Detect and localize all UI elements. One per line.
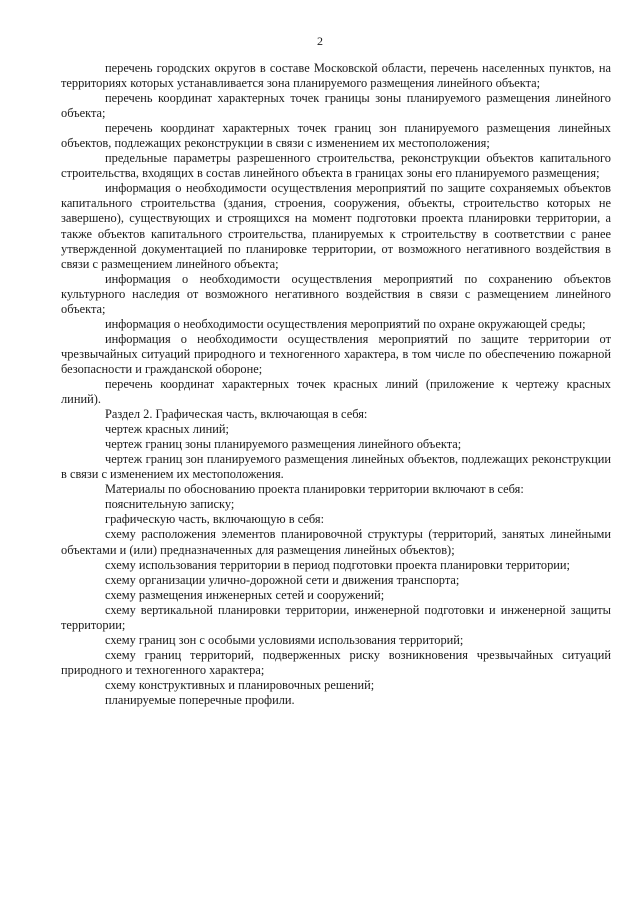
paragraph: предельные параметры разрешенного строительства, реконструкции объектов капитального строительства, входящих в состав линейного объекта в границах зоны его планируемого размещения; — [61, 151, 611, 181]
paragraph: схему границ территорий, подверженных риску возникновения чрезвычайных ситуаций природного и техногенного характера; — [61, 647, 611, 677]
paragraph: информация о необходимости осуществления мероприятий по охране окружающей среды; — [105, 316, 586, 331]
paragraph: схему размещения инженерных сетей и сооружений; — [105, 587, 385, 602]
paragraph: чертеж границ зоны планируемого размещения линейного объекта; — [105, 437, 462, 452]
paragraph: планируемые поперечные профили. — [105, 692, 295, 707]
paragraph: схему использования территории в период подготовки проекта планировки территории; — [105, 557, 570, 572]
paragraph: схему расположения элементов планировочной структуры (территорий, занятых линейными объектами и (или) предназначенных для размещения линейных объектов); — [61, 527, 611, 557]
paragraph: схему вертикальной планировки территории, инженерной подготовки и инженерной защиты территории; — [61, 602, 611, 632]
paragraph: схему организации улично-дорожной сети и движения транспорта; — [105, 572, 460, 587]
paragraph: Раздел 2. Графическая часть, включающая в себя: — [105, 407, 368, 422]
paragraph: чертеж красных линий; — [105, 422, 229, 437]
paragraph: информация о необходимости осуществления мероприятий по сохранению объектов культурного наследия от возможного негативного воздействия в связи с размещением линейного объекта; — [61, 271, 611, 316]
page-number: 2 — [317, 34, 323, 48]
paragraph: пояснительную записку; — [105, 497, 235, 512]
paragraph: информация о необходимости осуществления мероприятий по защите территории от чрезвычайных ситуаций природного и техногенного характера, в том числе по обеспечению пожарной безопасности и гражданской обороне; — [61, 331, 611, 376]
document-body — [61, 61, 611, 708]
paragraph: Материалы по обоснованию проекта планировки территории включают в себя: — [105, 482, 524, 497]
paragraph: графическую часть, включающую в себя: — [105, 512, 325, 527]
paragraph: схему конструктивных и планировочных решений; — [105, 677, 375, 692]
paragraph: перечень координат характерных точек границ зон планируемого размещения линейных объектов, подлежащих реконструкции в связи с изменением их местоположения; — [61, 121, 611, 151]
paragraph: схему границ зон с особыми условиями использования территорий; — [105, 632, 464, 647]
paragraph: перечень координат характерных точек красных линий (приложение к чертежу красных линий). — [61, 376, 611, 407]
paragraph: перечень городских округов в составе Московской области, перечень населенных пунктов, на территориях которых устанавливается зона планируемого размещения линейного объекта; — [61, 61, 611, 91]
paragraph: перечень координат характерных точек границы зоны планируемого размещения линейного объекта; — [61, 91, 611, 121]
paragraph: чертеж границ зон планируемого размещения линейных объектов, подлежащих реконструкции в связи с изменением их местоположения. — [61, 452, 611, 482]
paragraph: информация о необходимости осуществления мероприятий по защите сохраняемых объектов капитального строительства (здания, строения, сооружения, объекты, строительство которых не завершено), существующих и строящихся на момент подготовки проекта планировки территории, а также объектов капитального строительства, планируемых к строительству в соответствии с ранее утвержденной документацией по планировке территории, от возможного негативного воздействия в связи с размещением линейного объекта; — [61, 181, 611, 271]
